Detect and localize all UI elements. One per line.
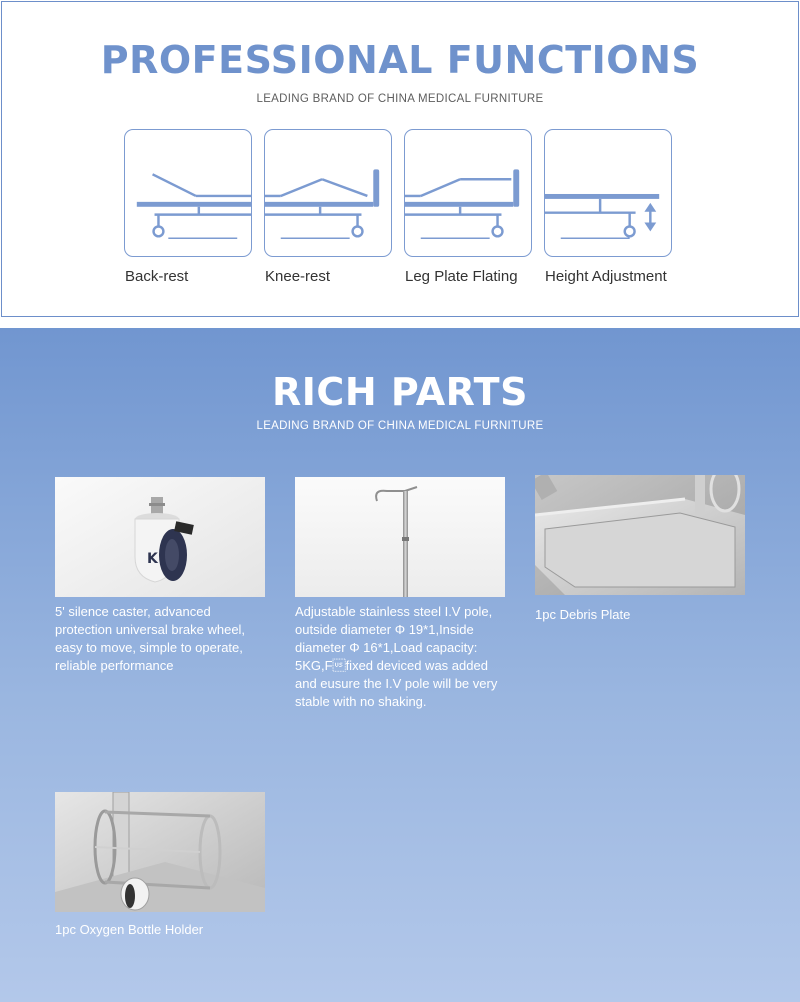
svg-text:K: K [147,551,158,567]
height-adjustment-icon [545,130,671,256]
iv-pole-description: Adjustable stainless steel I.V pole, outside diameter Φ 19*1,Inside diameter Φ 16*1,Load capacity: 5KG,F fixed deviced was added and eusure the I.V pole will be very stable with no shaking. [295,604,498,709]
height-adjustment-label: Height Adjustment [545,268,667,285]
oxygen-bottle-holder-image [55,792,265,912]
back-rest-label: Back-rest [125,268,189,285]
caster-wheel-image [55,477,265,597]
parts-subtitle: LEADING BRAND OF CHINA MEDICAL FURNITURE [256,420,544,432]
parts-title: RICH PARTS [272,370,528,414]
back-rest-icon [125,130,251,256]
iv-pole-image [295,477,505,597]
knee-rest-label: Knee-rest [265,268,331,285]
functions-subtitle: LEADING BRAND OF CHINA MEDICAL FURNITURE [256,93,544,105]
oxygen-bottle-holder-description: 1pc Oxygen Bottle Holder [55,922,204,937]
debris-plate-description: 1pc Debris Plate [535,607,631,622]
leg-plate-flating-icon [405,130,531,256]
debris-plate-image [535,475,745,595]
back-rest-card [124,129,252,257]
functions-title: PROFESSIONAL FUNCTIONS [100,38,700,82]
caster-wheel-description: 5' silence caster, advanced protection universal brake wheel, easy to move, simple to operate, reliable performance [55,604,246,673]
leg-plate-flating-label: Leg Plate Flating [405,268,518,285]
height-adjustment-card [544,129,672,257]
knee-rest-card [264,129,392,257]
knee-rest-icon [265,130,391,256]
leg-plate-flating-card [404,129,532,257]
